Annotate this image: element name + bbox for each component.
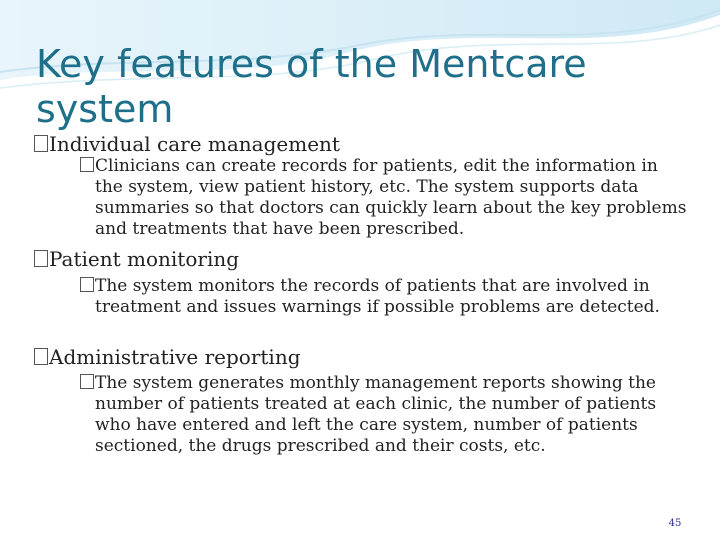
page-number: 45: [668, 518, 682, 529]
sub-bullet-patient-monitoring: [80, 276, 690, 318]
sub-bullet-individual-care: [80, 156, 690, 240]
sub-bullet-text: The system monitors the records of patients that are involved in treatment and issues warnings if possible problems are detected.: [95, 276, 660, 317]
bullet-glyph-icon: [34, 135, 48, 152]
bullet-glyph-icon: [34, 250, 48, 267]
bullet-text: Individual care management: [49, 132, 340, 156]
bullet-text: Patient monitoring: [49, 247, 240, 271]
bullet-text: Administrative reporting: [49, 345, 301, 369]
sub-bullet-administrative-reporting: [80, 373, 690, 457]
slide-title: Key features of the Mentcare system: [36, 42, 587, 131]
bullet-glyph-icon: [34, 348, 48, 365]
bullet-glyph-icon: [80, 157, 94, 172]
bullet-glyph-icon: [80, 277, 94, 292]
bullet-administrative-reporting: [34, 345, 301, 369]
bullet-glyph-icon: [80, 374, 94, 389]
sub-bullet-text: Clinicians can create records for patients, edit the information in the system, view patient history, etc. The system supports data summaries so that doctors can quickly learn about the key problems and treatments that have been prescribed.: [95, 156, 687, 239]
bullet-individual-care: [34, 132, 340, 156]
bullet-patient-monitoring: [34, 247, 239, 271]
sub-bullet-text: The system generates monthly management reports showing the number of patients treated at each clinic, the number of patients who have entered and left the care system, number of patients sectioned, the drugs prescribed and their costs, etc.: [95, 373, 657, 456]
